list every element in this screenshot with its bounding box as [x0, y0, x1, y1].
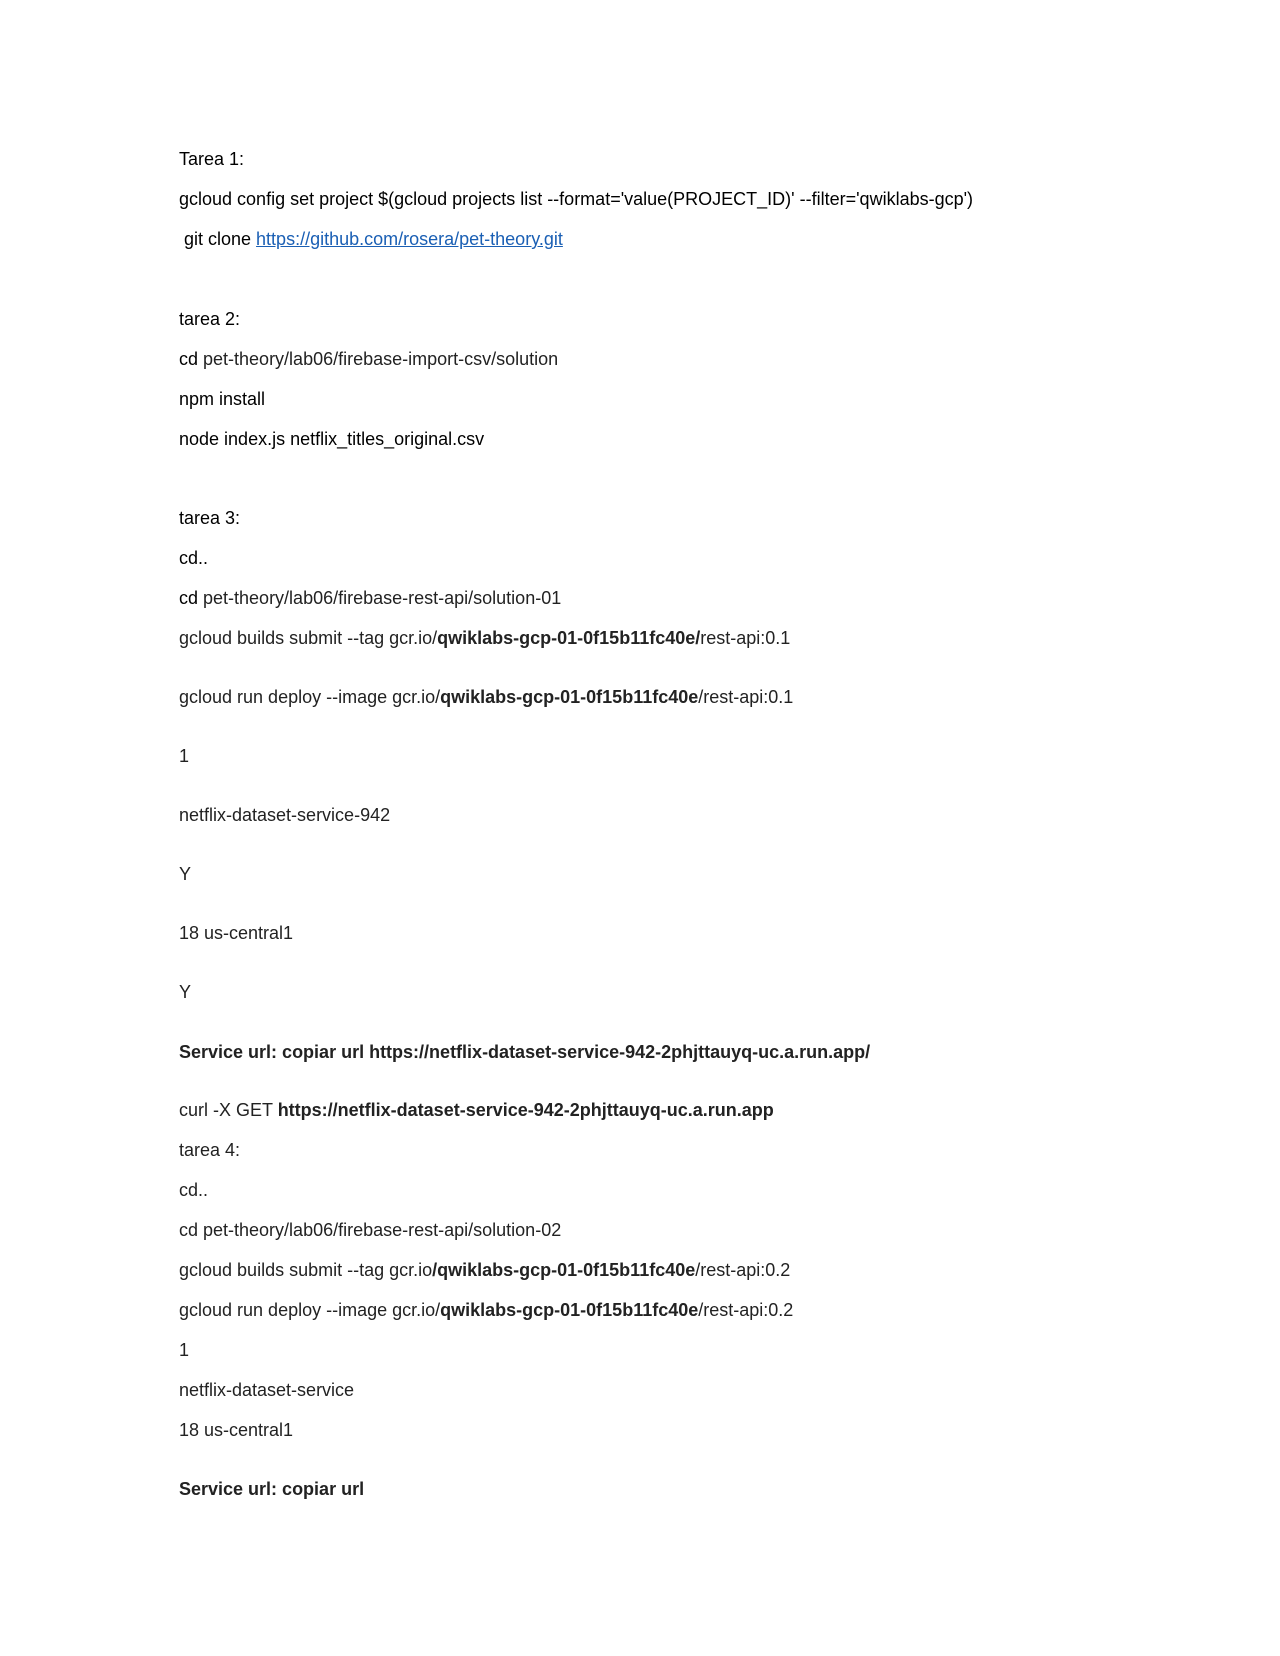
tarea3-heading: tarea 3:: [179, 508, 241, 528]
deploy-project-id: qwiklabs-gcp-01-0f15b11fc40e: [440, 1300, 699, 1320]
tarea3-answer-1: 1: [179, 746, 190, 766]
tarea4-cd: cd pet-theory/lab06/firebase-rest-api/solution-02: [179, 1220, 562, 1240]
tarea2-npm-install: npm install: [179, 389, 266, 409]
tarea4-cd-up: cd..: [179, 1180, 209, 1200]
curl-prefix: curl -X GET: [179, 1100, 278, 1120]
git-clone-link[interactable]: https://github.com/rosera/pet-theory.git: [256, 229, 563, 249]
tarea2-node-cmd: node index.js netflix_titles_original.csv: [179, 429, 485, 449]
tarea3-build-submit: [179, 627, 790, 649]
tarea1-git-clone: [179, 228, 563, 250]
tarea3-service-name: netflix-dataset-service-942: [179, 805, 391, 825]
tarea3-curl: [179, 1099, 774, 1121]
curl-url: https://netflix-dataset-service-942-2phjttauyq-uc.a.run.app: [277, 1100, 774, 1120]
tarea3-answer-y2: Y: [179, 982, 192, 1002]
tarea1-heading: Tarea 1:: [179, 149, 245, 169]
tarea3-region: 18 us-central1: [179, 923, 294, 943]
deploy-prefix: gcloud run deploy --image gcr.io/: [179, 687, 441, 707]
tarea3-cd-up: cd..: [179, 548, 209, 568]
cd-keyword: cd: [179, 349, 199, 369]
build-suffix: /rest-api:0.2: [695, 1260, 791, 1280]
deploy-prefix: gcloud run deploy --image gcr.io/: [179, 1300, 441, 1320]
cd-path: pet-theory/lab06/firebase-rest-api/solution-01: [198, 588, 562, 608]
tarea3-service-url: Service url: copiar url https://netflix-dataset-service-942-2phjttauyq-uc.a.run.app/: [179, 1042, 871, 1062]
build-suffix: rest-api:0.1: [700, 628, 791, 648]
tarea2-cd: [179, 348, 558, 370]
tarea4-service-url: Service url: copiar url: [179, 1479, 365, 1499]
tarea3-cd: [179, 587, 561, 609]
build-project-id: /qwiklabs-gcp-01-0f15b11fc40e: [432, 1260, 696, 1280]
cd-path: pet-theory/lab06/firebase-import-csv/solution: [198, 349, 559, 369]
deploy-suffix: /rest-api:0.2: [698, 1300, 794, 1320]
tarea4-build-submit: [179, 1259, 790, 1281]
tarea4-service-name: netflix-dataset-service: [179, 1380, 355, 1400]
deploy-project-id: qwiklabs-gcp-01-0f15b11fc40e: [440, 687, 699, 707]
tarea1-gcloud-config: gcloud config set project $(gcloud projects list --format='value(PROJECT_ID)' --filter='qwiklabs-gcp'): [179, 189, 974, 209]
tarea4-heading: tarea 4:: [179, 1140, 241, 1160]
tarea3-run-deploy: [179, 686, 793, 708]
tarea2-heading: tarea 2:: [179, 309, 241, 329]
tarea4-answer-1: 1: [179, 1340, 190, 1360]
cd-keyword: cd: [179, 588, 199, 608]
tarea3-answer-y1: Y: [179, 864, 192, 884]
build-prefix: gcloud builds submit --tag gcr.io/: [179, 628, 438, 648]
tarea4-run-deploy: [179, 1299, 793, 1321]
build-project-id: qwiklabs-gcp-01-0f15b11fc40e/: [437, 628, 701, 648]
tarea4-region: 18 us-central1: [179, 1420, 294, 1440]
build-prefix: gcloud builds submit --tag gcr.io: [179, 1260, 433, 1280]
deploy-suffix: /rest-api:0.1: [698, 687, 794, 707]
git-clone-prefix: git clone: [179, 229, 257, 249]
